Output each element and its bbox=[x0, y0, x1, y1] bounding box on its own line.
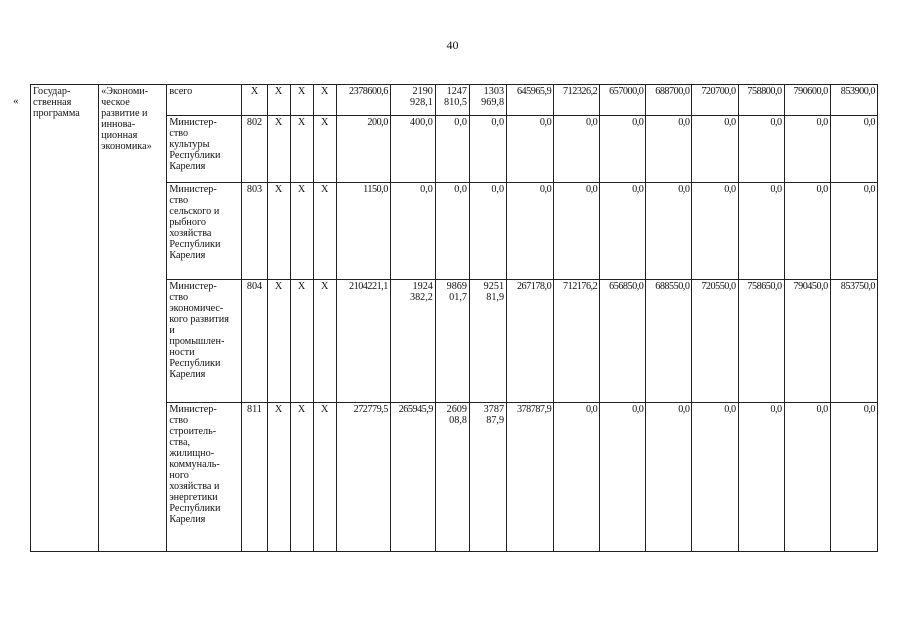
code-cell: Х bbox=[313, 85, 336, 116]
value-cell: 2378600,6 bbox=[336, 85, 390, 116]
code-cell: Х bbox=[290, 403, 313, 552]
value-cell: 200,0 bbox=[336, 116, 390, 183]
value-cell: 790600,0 bbox=[784, 85, 830, 116]
value-cell: 0,0 bbox=[390, 183, 435, 280]
value-cell: 0,0 bbox=[784, 183, 830, 280]
value-cell: 400,0 bbox=[390, 116, 435, 183]
value-cell: 0,0 bbox=[830, 403, 877, 552]
value-cell: 0,0 bbox=[692, 183, 738, 280]
code-cell: Х bbox=[313, 116, 336, 183]
executor-cell: Министер- ство культуры Республики Карелия bbox=[167, 116, 242, 183]
value-cell: 688550,0 bbox=[646, 280, 692, 403]
value-cell: 9251 81,9 bbox=[469, 280, 506, 403]
value-cell: 0,0 bbox=[507, 116, 554, 183]
value-cell: 272779,5 bbox=[336, 403, 390, 552]
value-cell: 0,0 bbox=[784, 116, 830, 183]
value-cell: 720550,0 bbox=[692, 280, 738, 403]
value-cell: 0,0 bbox=[646, 403, 692, 552]
value-cell: 267178,0 bbox=[507, 280, 554, 403]
value-cell: 0,0 bbox=[469, 183, 506, 280]
code-cell: Х bbox=[267, 116, 290, 183]
executor-cell: Министер- ство экономичес- кого развития и промышлен- ности Республики Карелия bbox=[167, 280, 242, 403]
code-cell: Х bbox=[290, 183, 313, 280]
value-cell: 0,0 bbox=[646, 116, 692, 183]
value-cell: 0,0 bbox=[738, 116, 784, 183]
value-cell: 853750,0 bbox=[830, 280, 877, 403]
value-cell: 0,0 bbox=[554, 116, 600, 183]
value-cell: 645965,9 bbox=[507, 85, 554, 116]
table-row bbox=[31, 85, 878, 116]
executor-cell: Министер- ство строитель- ства, жилищно- коммуналь- ного хозяйства и энергетики Республики Карелия bbox=[167, 403, 242, 552]
executor-cell: всего bbox=[167, 85, 242, 116]
value-cell: 378787,9 bbox=[507, 403, 554, 552]
value-cell: 0,0 bbox=[554, 403, 600, 552]
value-cell: 853900,0 bbox=[830, 85, 877, 116]
grbs-code-cell: 802 bbox=[242, 116, 267, 183]
value-cell: 0,0 bbox=[784, 403, 830, 552]
code-cell: Х bbox=[267, 280, 290, 403]
value-cell: 0,0 bbox=[738, 183, 784, 280]
code-cell: Х bbox=[267, 183, 290, 280]
value-cell: 0,0 bbox=[600, 116, 646, 183]
value-cell: 720700,0 bbox=[692, 85, 738, 116]
value-cell: 0,0 bbox=[738, 403, 784, 552]
executor-cell: Министер- ство сельского и рыбного хозяйства Республики Карелия bbox=[167, 183, 242, 280]
grbs-code-cell: 803 bbox=[242, 183, 267, 280]
value-cell: 712326,2 bbox=[554, 85, 600, 116]
value-cell: 0,0 bbox=[469, 116, 506, 183]
value-cell: 758650,0 bbox=[738, 280, 784, 403]
program-name-cell: «Экономи- ческое развитие и иннова- ционная экономика» bbox=[99, 85, 167, 552]
page-number: 40 bbox=[446, 38, 459, 52]
budget-table bbox=[30, 84, 878, 552]
value-cell: 790450,0 bbox=[784, 280, 830, 403]
opening-quote-mark: « bbox=[13, 95, 19, 107]
value-cell: 0,0 bbox=[692, 116, 738, 183]
value-cell: 758800,0 bbox=[738, 85, 784, 116]
value-cell: 2104221,1 bbox=[336, 280, 390, 403]
value-cell: 1150,0 bbox=[336, 183, 390, 280]
value-cell: 0,0 bbox=[692, 403, 738, 552]
code-cell: Х bbox=[313, 403, 336, 552]
value-cell: 265945,9 bbox=[390, 403, 435, 552]
value-cell: 0,0 bbox=[507, 183, 554, 280]
value-cell: 9869 01,7 bbox=[435, 280, 469, 403]
code-cell: Х bbox=[267, 85, 290, 116]
code-cell: Х bbox=[290, 85, 313, 116]
grbs-code-cell: 804 bbox=[242, 280, 267, 403]
value-cell: 0,0 bbox=[435, 116, 469, 183]
code-cell: Х bbox=[313, 183, 336, 280]
value-cell: 3787 87,9 bbox=[469, 403, 506, 552]
code-cell: Х bbox=[267, 403, 290, 552]
code-cell: Х bbox=[313, 280, 336, 403]
value-cell: 0,0 bbox=[646, 183, 692, 280]
value-cell: 0,0 bbox=[600, 403, 646, 552]
value-cell: 656850,0 bbox=[600, 280, 646, 403]
value-cell: 1247 810,5 bbox=[435, 85, 469, 116]
value-cell: 688700,0 bbox=[646, 85, 692, 116]
value-cell: 0,0 bbox=[435, 183, 469, 280]
code-cell: Х bbox=[290, 116, 313, 183]
value-cell: 657000,0 bbox=[600, 85, 646, 116]
value-cell: 2609 08,8 bbox=[435, 403, 469, 552]
value-cell: 0,0 bbox=[600, 183, 646, 280]
value-cell: 2190 928,1 bbox=[390, 85, 435, 116]
value-cell: 1303 969,8 bbox=[469, 85, 506, 116]
value-cell: 712176,2 bbox=[554, 280, 600, 403]
value-cell: 0,0 bbox=[554, 183, 600, 280]
program-status-cell: Государ- ственная программа bbox=[31, 85, 99, 552]
grbs-code-cell: 811 bbox=[242, 403, 267, 552]
code-cell: Х bbox=[290, 280, 313, 403]
value-cell: 0,0 bbox=[830, 183, 877, 280]
grbs-code-cell: Х bbox=[242, 85, 267, 116]
value-cell: 0,0 bbox=[830, 116, 877, 183]
value-cell: 1924 382,2 bbox=[390, 280, 435, 403]
